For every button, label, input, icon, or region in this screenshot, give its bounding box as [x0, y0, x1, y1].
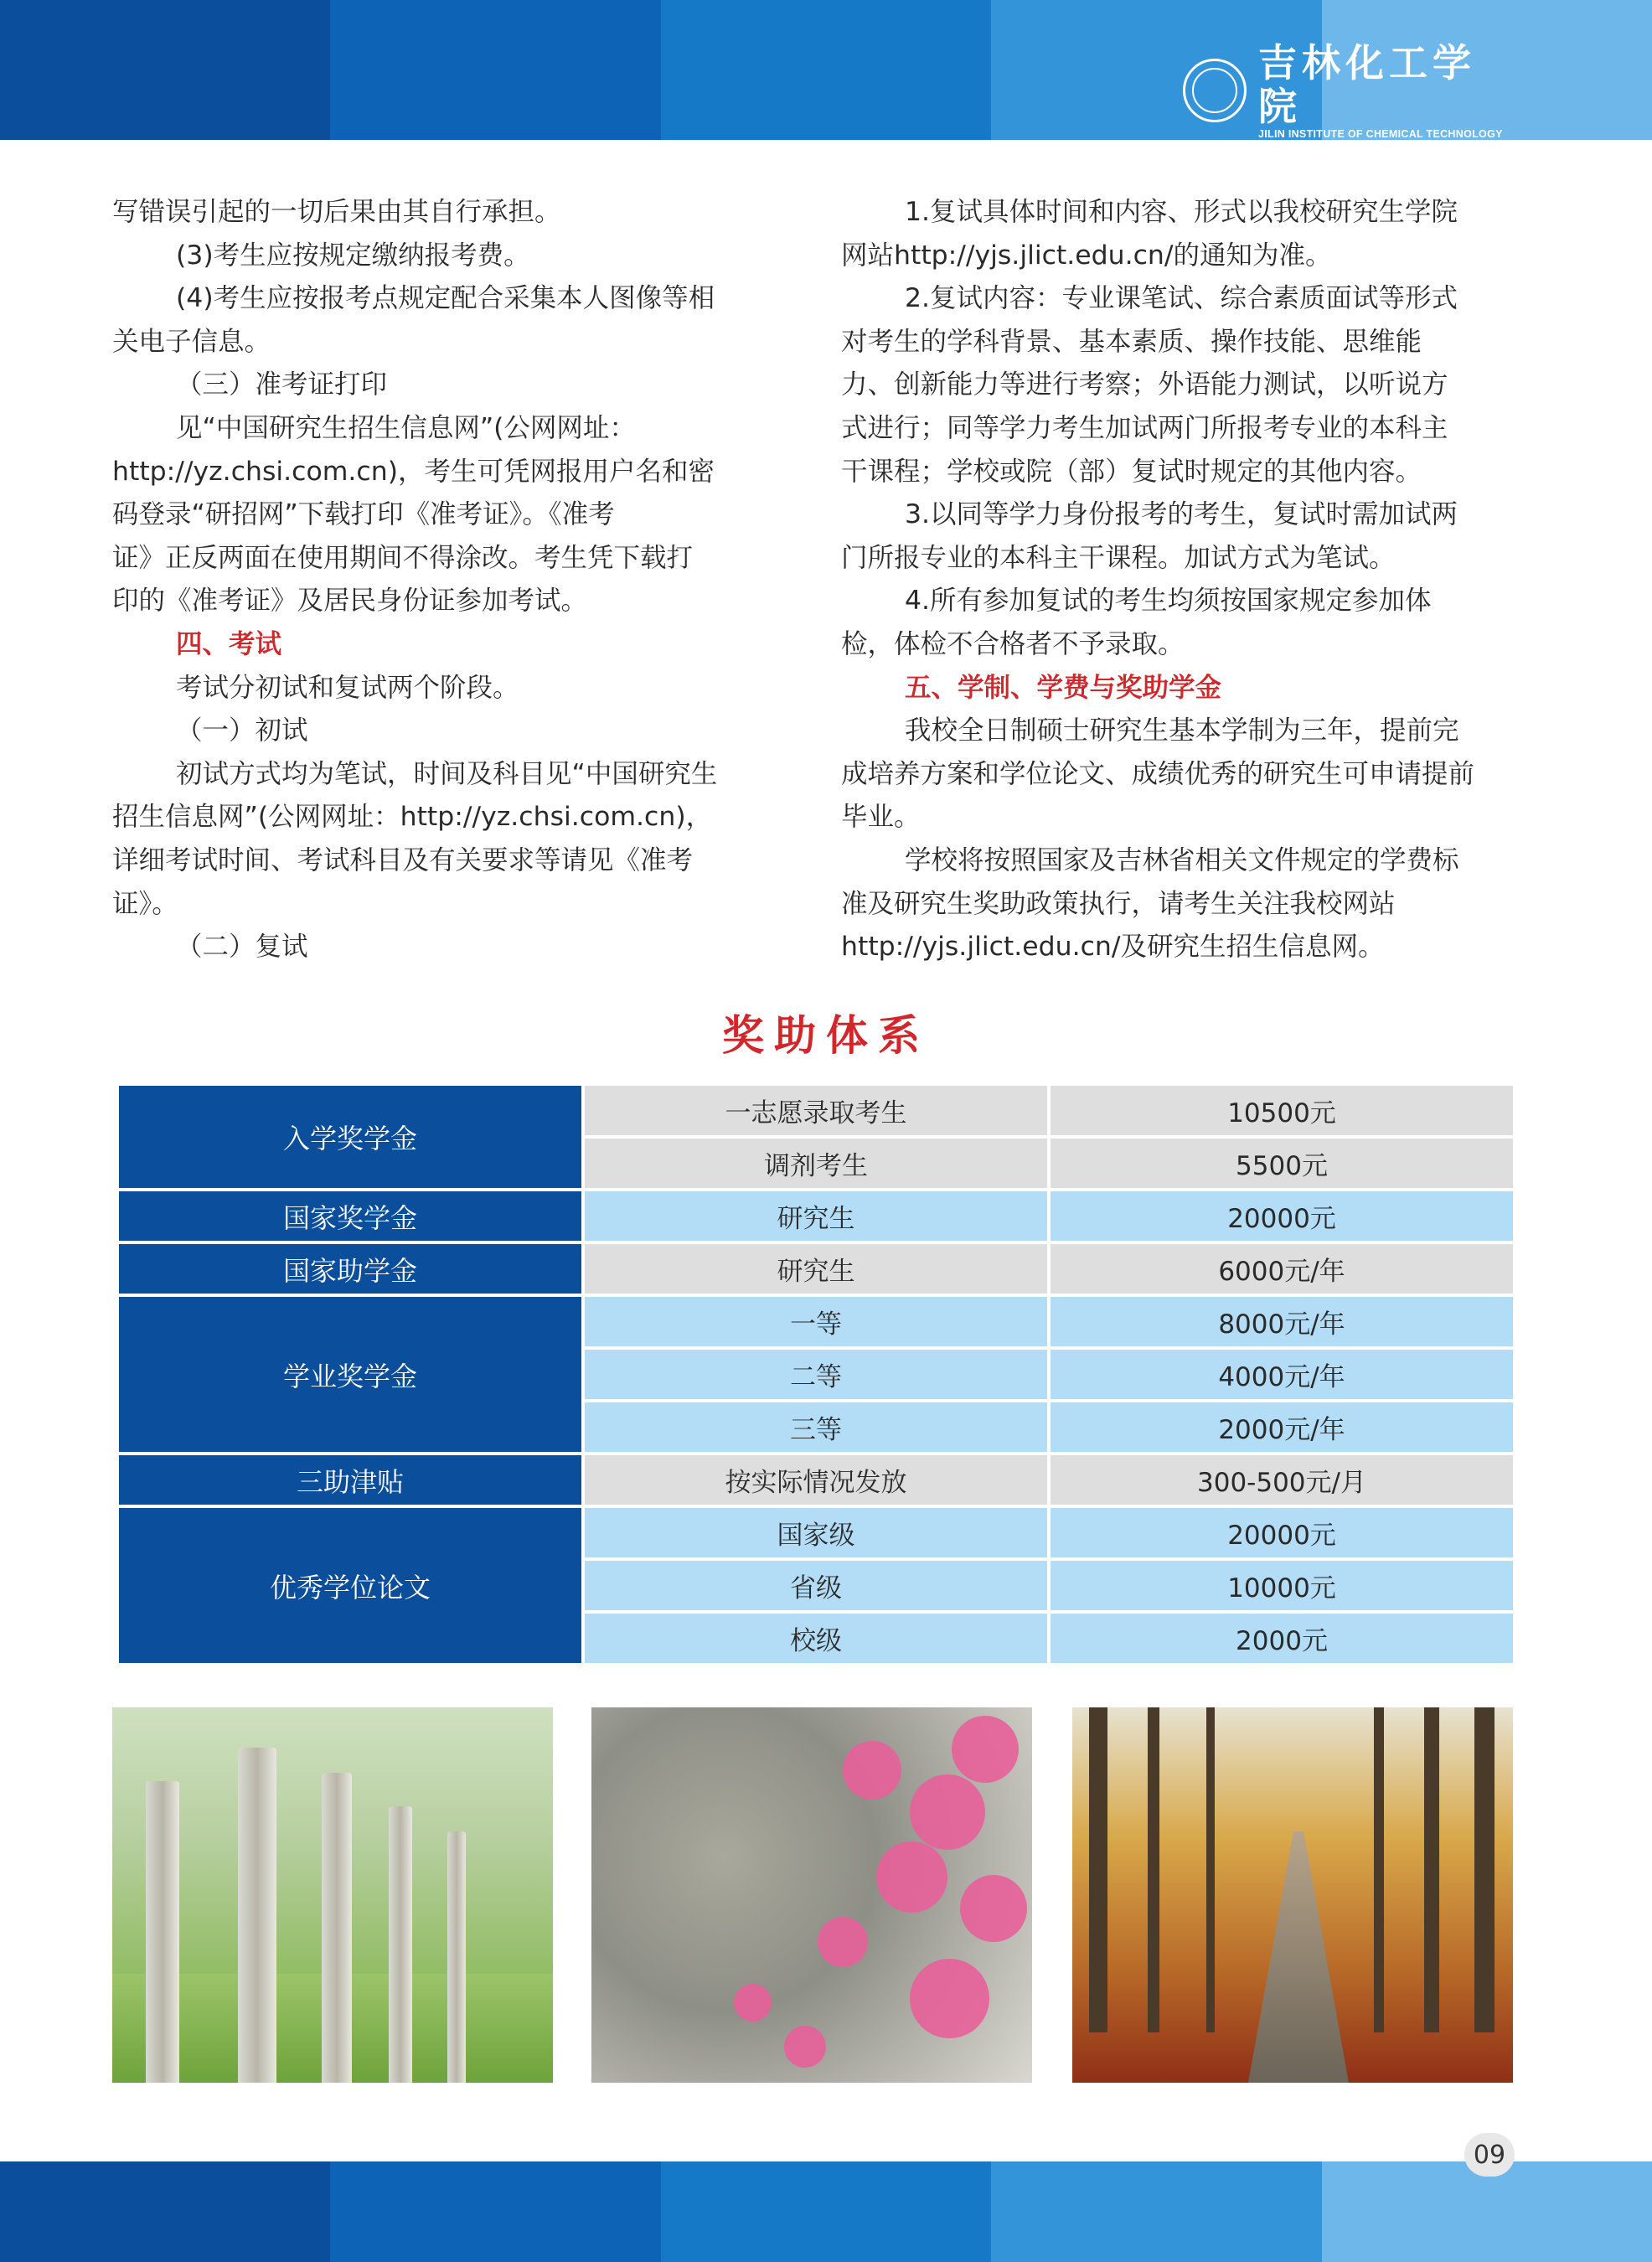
subcategory-cell: 省级	[583, 1559, 1049, 1612]
subcategory-cell: 一等	[583, 1295, 1049, 1348]
autumn-path-photo	[1072, 1707, 1513, 2083]
paragraph-line: 准及研究生奖助政策执行，请考生关注我校网站	[841, 888, 1396, 919]
amount-cell: 300-500元/月	[1049, 1454, 1515, 1506]
campus-trees-photo	[112, 1707, 553, 2083]
table-row	[117, 1295, 1515, 1348]
paragraph-line: 网站http://yjs.jlict.edu.cn/的通知为准。	[841, 240, 1332, 271]
paragraph-line: (4)考生应按报考点规定配合采集本人图像等相	[176, 283, 715, 314]
amount-cell: 10000元	[1049, 1559, 1515, 1612]
amount-cell: 6000元/年	[1049, 1242, 1515, 1295]
paragraph-line: 关电子信息。	[112, 326, 271, 357]
paragraph-line: 学校将按照国家及吉林省相关文件规定的学费标	[905, 844, 1459, 875]
paragraph-line: 3.以同等学力身份报考的考生，复试时需加试两	[905, 499, 1458, 530]
school-logo	[1183, 40, 1518, 140]
paragraph-line: 见“中国研究生招生信息网”(公网网址：	[176, 412, 636, 443]
paragraph-line: http://yz.chsi.com.cn)，考生可凭网报用户名和密	[112, 456, 715, 487]
subcategory-cell: 三等	[583, 1401, 1049, 1454]
paragraph-line: (3)考生应按规定缴纳报考费。	[176, 240, 530, 271]
paragraph-line: 对考生的学科背景、基本素质、操作技能、思维能	[841, 326, 1422, 357]
paragraph-line: 干课程；学校或院（部）复试时规定的其他内容。	[841, 456, 1422, 487]
amount-cell: 4000元/年	[1049, 1348, 1515, 1401]
category-cell: 优秀学位论文	[117, 1506, 583, 1665]
paragraph-line: 详细考试时间、考试科目及有关要求等请见《准考	[112, 844, 694, 875]
category-cell: 三助津贴	[117, 1454, 583, 1506]
paragraph-line: 招生信息网”(公网网址：http://yz.chsi.com.cn)，	[112, 802, 713, 833]
table-row	[117, 1454, 1515, 1506]
subsection-heading: （二）复试	[176, 932, 308, 963]
amount-cell: 8000元/年	[1049, 1295, 1515, 1348]
school-name-en: JILIN INSTITUTE OF CHEMICAL TECHNOLOGY	[1258, 128, 1503, 140]
page-number: 09	[1464, 2133, 1515, 2177]
paragraph-line: 1.复试具体时间和内容、形式以我校研究生学院	[905, 197, 1458, 227]
table-title: 奖助体系	[722, 1011, 930, 1060]
section-heading: 四、考试	[176, 628, 282, 659]
paragraph-line: 我校全日制硕士研究生基本学制为三年，提前完	[905, 715, 1459, 746]
subcategory-cell: 校级	[583, 1612, 1049, 1665]
section-heading: 五、学制、学费与奖助学金	[905, 672, 1222, 703]
paragraph-line: 印的《准考证》及居民身份证参加考试。	[112, 586, 588, 617]
subsection-heading: （三）准考证打印	[176, 369, 388, 400]
footer-band	[0, 2161, 1652, 2262]
amount-cell: 20000元	[1049, 1190, 1515, 1242]
category-cell: 国家助学金	[117, 1242, 583, 1295]
paragraph-line: 门所报专业的本科主干课程。加试方式为笔试。	[841, 542, 1396, 573]
paragraph-line: 写错误引起的一切后果由其自行承担。	[112, 197, 561, 227]
award-system-table	[116, 1082, 1516, 1666]
subsection-heading: （一）初试	[176, 715, 308, 746]
table-row	[117, 1242, 1515, 1295]
category-cell: 学业奖学金	[117, 1295, 583, 1454]
right-text-column	[841, 191, 1511, 969]
amount-cell: 10500元	[1049, 1084, 1515, 1137]
paragraph-line: 考试分初试和复试两个阶段。	[176, 672, 519, 703]
table-row	[117, 1190, 1515, 1242]
school-seal-icon	[1183, 59, 1247, 122]
subcategory-cell: 一志愿录取考生	[583, 1084, 1049, 1137]
paragraph-line: 式进行；同等学力考生加试两门所报考专业的本科主	[841, 412, 1448, 443]
category-cell: 入学奖学金	[117, 1084, 583, 1190]
paragraph-line: 证》。	[112, 888, 178, 919]
paragraph-line: 2.复试内容：专业课笔试、综合素质面试等形式	[905, 283, 1458, 314]
subcategory-cell: 按实际情况发放	[583, 1454, 1049, 1506]
category-cell: 国家奖学金	[117, 1190, 583, 1242]
school-name-cn: 吉林化工学院	[1258, 40, 1476, 129]
subcategory-cell: 国家级	[583, 1506, 1049, 1559]
peach-blossom-photo	[591, 1707, 1032, 2083]
amount-cell: 2000元	[1049, 1612, 1515, 1665]
table-row	[117, 1084, 1515, 1137]
paragraph-line: 力、创新能力等进行考察；外语能力测试，以听说方	[841, 369, 1448, 400]
paragraph-line: 检，体检不合格者不予录取。	[841, 628, 1185, 659]
subcategory-cell: 二等	[583, 1348, 1049, 1401]
subcategory-cell: 研究生	[583, 1242, 1049, 1295]
subcategory-cell: 研究生	[583, 1190, 1049, 1242]
amount-cell: 20000元	[1049, 1506, 1515, 1559]
paragraph-line: 证》正反两面在使用期间不得涂改。考生凭下载打	[112, 542, 694, 573]
paragraph-line: 4.所有参加复试的考生均须按国家规定参加体	[905, 586, 1432, 617]
paragraph-line: http://yjs.jlict.edu.cn/及研究生招生信息网。	[841, 932, 1385, 963]
amount-cell: 2000元/年	[1049, 1401, 1515, 1454]
subcategory-cell: 调剂考生	[583, 1137, 1049, 1190]
amount-cell: 5500元	[1049, 1137, 1515, 1190]
left-text-column	[112, 191, 782, 969]
paragraph-line: 毕业。	[841, 802, 921, 833]
paragraph-line: 成培养方案和学位论文、成绩优秀的研究生可申请提前	[841, 758, 1475, 789]
table-row	[117, 1506, 1515, 1559]
paragraph-line: 初试方式均为笔试，时间及科目见“中国研究生	[176, 758, 718, 789]
paragraph-line: 码登录“研招网”下载打印《准考证》。《准考	[112, 499, 615, 530]
